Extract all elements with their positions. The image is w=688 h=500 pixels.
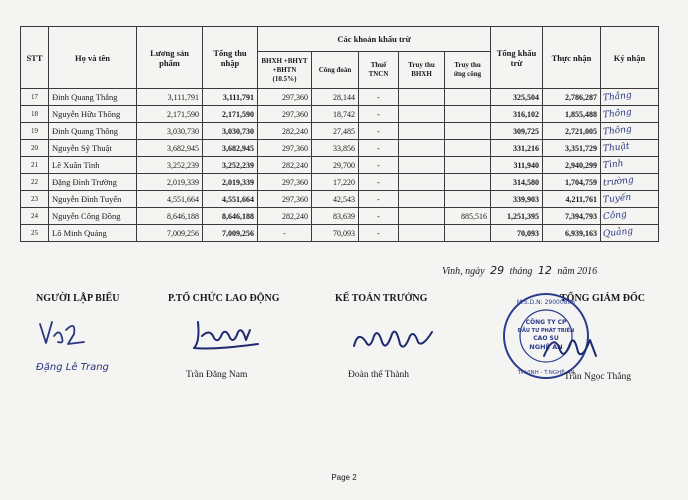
payroll-body	[21, 89, 659, 242]
cell-signature	[601, 106, 659, 123]
labor-name: Trần Đăng Nam	[186, 370, 248, 380]
cell-total-income: 8,646,188	[203, 208, 258, 225]
header-base-salary: Lương sản phẩm	[137, 27, 203, 89]
table-row	[21, 106, 659, 123]
cell-stt: 18	[21, 106, 49, 123]
cell-net-received: 3,351,729	[543, 140, 601, 157]
cell-recover-bhxh	[399, 174, 445, 191]
cell-signature	[601, 174, 659, 191]
cell-stt: 19	[21, 123, 49, 140]
cell-total-income: 2,171,590	[203, 106, 258, 123]
cell-stt: 23	[21, 191, 49, 208]
cell-base-salary: 3,682,945	[137, 140, 203, 157]
table-row	[21, 89, 659, 106]
handwritten-signature: Thông	[602, 107, 633, 121]
cell-stt: 22	[21, 174, 49, 191]
header-recover-advance: Truy thu ứng công	[445, 52, 491, 89]
cell-insurance: -	[258, 225, 312, 242]
cell-pit: -	[359, 123, 399, 140]
cell-union: 27,485	[312, 123, 359, 140]
cell-base-salary: 3,252,239	[137, 157, 203, 174]
cell-recover-bhxh	[399, 208, 445, 225]
cell-name: Nguyễn Đình Tuyến	[49, 191, 137, 208]
cell-recover-bhxh	[399, 140, 445, 157]
cell-net-received: 2,786,287	[543, 89, 601, 106]
cell-insurance: 297,360	[258, 191, 312, 208]
cell-signature	[601, 191, 659, 208]
cell-total-income: 2,019,339	[203, 174, 258, 191]
cell-total-income: 3,252,239	[203, 157, 258, 174]
handwritten-signature: Quảng	[602, 226, 634, 240]
cell-pit: -	[359, 157, 399, 174]
cell-total-income: 3,030,730	[203, 123, 258, 140]
cell-name: Đặng Đình Trường	[49, 174, 137, 191]
cell-recover-bhxh	[399, 123, 445, 140]
cell-pit: -	[359, 106, 399, 123]
cell-base-salary: 8,646,188	[137, 208, 203, 225]
cell-stt: 25	[21, 225, 49, 242]
cell-union: 18,742	[312, 106, 359, 123]
cell-recover-bhxh	[399, 191, 445, 208]
director-signature	[540, 326, 600, 366]
cell-base-salary: 2,171,590	[137, 106, 203, 123]
cell-signature	[601, 157, 659, 174]
accountant-name: Đoàn thế Thành	[348, 370, 410, 380]
handwritten-signature: Công	[602, 209, 628, 223]
cell-base-salary: 2,019,339	[137, 174, 203, 191]
table-row	[21, 225, 659, 242]
cell-pit: -	[359, 225, 399, 242]
stamp-code: M.S.D.N: 29000806	[516, 299, 576, 306]
cell-stt: 24	[21, 208, 49, 225]
cell-signature	[601, 89, 659, 106]
cell-net-received: 1,855,488	[543, 106, 601, 123]
cell-insurance: 282,240	[258, 157, 312, 174]
table-row	[21, 157, 659, 174]
cell-pit: -	[359, 89, 399, 106]
table-row	[21, 140, 659, 157]
cell-base-salary: 3,111,791	[137, 89, 203, 106]
stamp-company-4: NGHỆ AN	[529, 343, 563, 351]
header-stt: STT	[21, 27, 49, 89]
handwritten-signature: trường	[602, 175, 635, 189]
cell-union: 83,639	[312, 208, 359, 225]
accountant-signature	[348, 322, 438, 356]
cell-recover-bhxh	[399, 157, 445, 174]
stamp-company-3: CAO SU	[533, 335, 559, 342]
stamp-city: TP.VINH - T.NGHỆ AN	[517, 370, 575, 376]
cell-total-deduction: 309,725	[491, 123, 543, 140]
preparer-signature	[36, 316, 106, 348]
cell-pit: -	[359, 140, 399, 157]
cell-pit: -	[359, 191, 399, 208]
cell-total-deduction: 314,580	[491, 174, 543, 191]
cell-base-salary: 3,030,730	[137, 123, 203, 140]
cell-union: 17,220	[312, 174, 359, 191]
cell-total-deduction: 331,216	[491, 140, 543, 157]
stamp-company-2: ĐẦU TƯ PHÁT TRIỂN	[517, 328, 575, 334]
director-name: Trần Ngọc Thắng	[564, 372, 632, 382]
cell-recover-advance	[445, 106, 491, 123]
cell-union: 33,856	[312, 140, 359, 157]
cell-net-received: 6,939,163	[543, 225, 601, 242]
cell-recover-advance	[445, 174, 491, 191]
cell-stt: 17	[21, 89, 49, 106]
page-number: Page 2	[331, 473, 357, 482]
header-pit: Thuế TNCN	[359, 52, 399, 89]
cell-recover-advance	[445, 123, 491, 140]
date-month: 12	[537, 264, 552, 277]
cell-signature	[601, 225, 659, 242]
header-name: Họ và tên	[49, 27, 137, 89]
cell-net-received: 2,721,005	[543, 123, 601, 140]
header-union: Công đoàn	[312, 52, 359, 89]
cell-net-received: 7,394,793	[543, 208, 601, 225]
cell-total-income: 7,009,256	[203, 225, 258, 242]
cell-recover-advance	[445, 140, 491, 157]
cell-recover-bhxh	[399, 106, 445, 123]
cell-total-deduction: 325,504	[491, 89, 543, 106]
cell-base-salary: 4,551,664	[137, 191, 203, 208]
stamp-company: CÔNG TY CP	[525, 319, 567, 326]
cell-name: Đinh Quang Thắng	[49, 89, 137, 106]
header-deductions-group: Các khoản khấu trừ	[258, 27, 491, 52]
cell-pit: -	[359, 208, 399, 225]
table-row	[21, 123, 659, 140]
cell-insurance: 297,360	[258, 174, 312, 191]
cell-base-salary: 7,009,256	[137, 225, 203, 242]
cell-total-deduction: 311,940	[491, 157, 543, 174]
accountant-role: KẾ TOÁN TRƯỞNG	[335, 293, 428, 304]
cell-total-income: 3,682,945	[203, 140, 258, 157]
table-row	[21, 191, 659, 208]
header-net-received: Thực nhận	[543, 27, 601, 89]
cell-insurance: 297,360	[258, 106, 312, 123]
header-total-deduction: Tổng khấu trừ	[491, 27, 543, 89]
cell-total-deduction: 70,093	[491, 225, 543, 242]
cell-name: Lê Xuân Tình	[49, 157, 137, 174]
handwritten-signature: Tuyến	[602, 192, 632, 206]
cell-total-income: 4,551,664	[203, 191, 258, 208]
cell-total-deduction: 339,903	[491, 191, 543, 208]
labor-signature	[188, 318, 268, 354]
cell-name: Đinh Quang Thông	[49, 123, 137, 140]
cell-union: 70,093	[312, 225, 359, 242]
date-day: 29	[490, 264, 505, 277]
table-row	[21, 174, 659, 191]
labor-role: P.TỔ CHỨC LAO ĐỘNG	[168, 293, 280, 304]
cell-net-received: 2,940,299	[543, 157, 601, 174]
date-prefix: Vinh, ngày	[442, 266, 485, 277]
cell-name: Nguyễn Công Đồng	[49, 208, 137, 225]
cell-signature	[601, 123, 659, 140]
cell-pit: -	[359, 174, 399, 191]
cell-stt: 21	[21, 157, 49, 174]
cell-union: 29,700	[312, 157, 359, 174]
cell-union: 42,543	[312, 191, 359, 208]
cell-union: 28,144	[312, 89, 359, 106]
header-total-income: Tổng thu nhập	[203, 27, 258, 89]
cell-signature	[601, 140, 659, 157]
director-role: TỔNG GIÁM ĐỐC	[560, 293, 645, 304]
date-year-label: năm 2016	[557, 266, 598, 277]
header-insurance: BHXH +BHYT +BHTN (10.5%)	[258, 52, 312, 89]
cell-name: Lô Minh Quảng	[49, 225, 137, 242]
date-line	[442, 264, 597, 277]
preparer-name: Đặng Lê Trang	[36, 362, 109, 373]
cell-insurance: 297,360	[258, 140, 312, 157]
cell-recover-advance	[445, 89, 491, 106]
cell-recover-bhxh	[399, 225, 445, 242]
date-month-label: tháng	[509, 266, 533, 277]
handwritten-signature: Thông	[602, 124, 633, 138]
cell-total-deduction: 316,102	[491, 106, 543, 123]
cell-insurance: 282,240	[258, 123, 312, 140]
handwritten-signature: Thuật	[602, 141, 631, 155]
cell-recover-bhxh	[399, 89, 445, 106]
cell-recover-advance	[445, 191, 491, 208]
cell-name: Nguyễn Sỹ Thuật	[49, 140, 137, 157]
cell-recover-advance: 885,516	[445, 208, 491, 225]
cell-insurance: 282,240	[258, 208, 312, 225]
cell-signature	[601, 208, 659, 225]
cell-recover-advance	[445, 225, 491, 242]
handwritten-signature: Thắng	[602, 90, 633, 104]
cell-net-received: 1,704,759	[543, 174, 601, 191]
header-recover-bhxh: Truy thu BHXH	[399, 52, 445, 89]
table-row	[21, 208, 659, 225]
preparer-role: NGƯỜI LẬP BIỂU	[36, 293, 120, 304]
cell-name: Nguyễn Hữu Thông	[49, 106, 137, 123]
payroll-table	[20, 26, 659, 242]
cell-stt: 20	[21, 140, 49, 157]
handwritten-signature: Tình	[602, 158, 624, 172]
cell-total-income: 3,111,791	[203, 89, 258, 106]
header-signature: Ký nhận	[601, 27, 659, 89]
cell-recover-advance	[445, 157, 491, 174]
cell-total-deduction: 1,251,395	[491, 208, 543, 225]
cell-insurance: 297,360	[258, 89, 312, 106]
cell-net-received: 4,211,761	[543, 191, 601, 208]
